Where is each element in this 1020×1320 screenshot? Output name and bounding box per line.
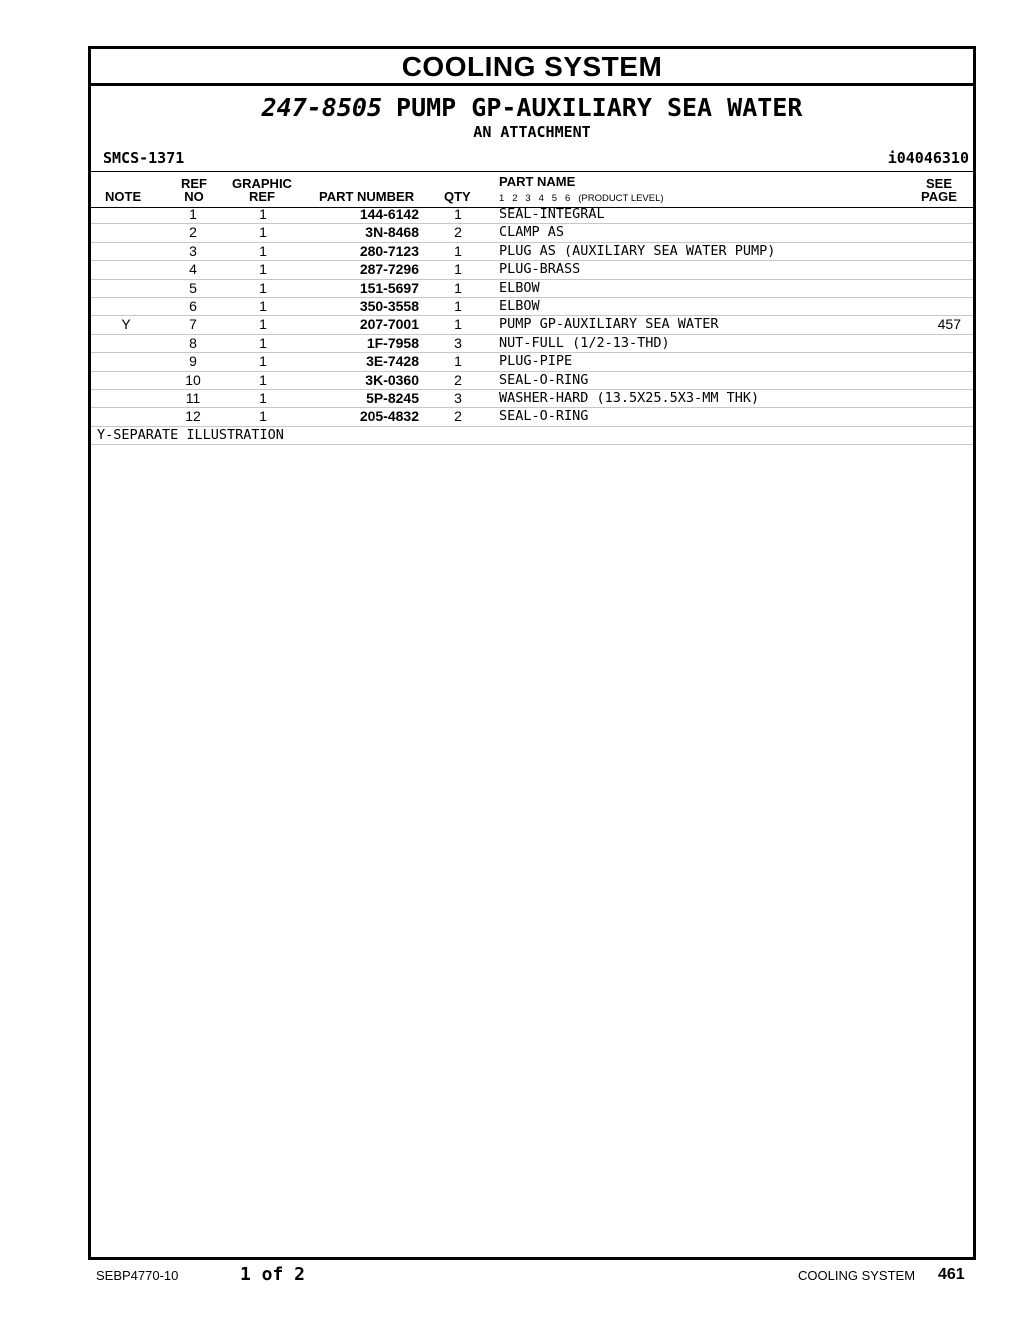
row-ref-no: 8 bbox=[189, 334, 197, 351]
row-part-name: SEAL-O-RING bbox=[499, 371, 589, 388]
row-ref-no: 12 bbox=[185, 408, 201, 425]
row-ref-no: 9 bbox=[189, 353, 197, 370]
row-graphic-ref: 1 bbox=[259, 279, 267, 296]
footer-doc-id: SEBP4770-10 bbox=[96, 1268, 179, 1283]
row-part-name: WASHER-HARD (13.5X25.5X3-MM THK) bbox=[499, 389, 760, 406]
row-graphic-ref: 1 bbox=[259, 408, 267, 425]
note-legend: Y-SEPARATE ILLUSTRATION bbox=[97, 426, 284, 443]
group-name: PUMP GP-AUXILIARY SEA WATER bbox=[396, 93, 803, 122]
row-see-page: 457 bbox=[937, 316, 961, 333]
row-part-name: PUMP GP-AUXILIARY SEA WATER bbox=[499, 316, 719, 333]
row-part-number: 287-7296 bbox=[359, 261, 419, 278]
row-part-name: CLAMP AS bbox=[499, 224, 565, 241]
row-qty: 2 bbox=[454, 224, 462, 241]
row-part-number: 151-5697 bbox=[359, 279, 419, 296]
row-qty: 1 bbox=[454, 242, 462, 259]
table-row bbox=[91, 335, 973, 353]
row-qty: 2 bbox=[454, 371, 462, 388]
row-part-name: PLUG AS (AUXILIARY SEA WATER PUMP) bbox=[499, 242, 776, 259]
row-qty: 1 bbox=[454, 206, 462, 222]
group-part-number: 247-8505 bbox=[261, 93, 383, 122]
row-qty: 1 bbox=[454, 279, 462, 296]
row-part-number: 3N-8468 bbox=[365, 224, 419, 241]
row-graphic-ref: 1 bbox=[259, 242, 267, 259]
table-row bbox=[91, 298, 973, 316]
row-qty: 3 bbox=[454, 389, 462, 406]
section-title: COOLING SYSTEM bbox=[91, 49, 973, 86]
row-part-name: ELBOW bbox=[499, 297, 540, 314]
row-graphic-ref: 1 bbox=[259, 334, 267, 351]
header-note: NOTE bbox=[105, 189, 142, 204]
header-product-level: 1 2 3 4 5 6 (PRODUCT LEVEL) bbox=[499, 193, 664, 204]
row-ref-no: 2 bbox=[189, 224, 197, 241]
row-graphic-ref: 1 bbox=[259, 261, 267, 278]
row-graphic-ref: 1 bbox=[259, 353, 267, 370]
row-qty: 1 bbox=[454, 261, 462, 278]
table-row bbox=[91, 280, 973, 298]
row-ref-no: 4 bbox=[189, 261, 197, 278]
footer-page-of: 1 of 2 bbox=[240, 1264, 306, 1285]
row-part-name: NUT-FULL (1/2-13-THD) bbox=[499, 334, 670, 351]
table-row bbox=[91, 206, 973, 224]
row-qty: 1 bbox=[454, 297, 462, 314]
parts-list bbox=[91, 206, 973, 445]
row-qty: 3 bbox=[454, 334, 462, 351]
header-see-bottom: PAGE bbox=[921, 189, 957, 204]
row-part-name: SEAL-O-RING bbox=[499, 408, 589, 425]
row-qty: 1 bbox=[454, 316, 462, 333]
header-graphic-top: GRAPHIC bbox=[232, 176, 292, 191]
row-ref-no: 11 bbox=[185, 389, 201, 406]
table-header bbox=[91, 171, 973, 208]
smcs-code: SMCS-1371 bbox=[103, 149, 185, 167]
group-subtitle: AN ATTACHMENT bbox=[473, 123, 591, 141]
header-qty: QTY bbox=[444, 189, 471, 204]
row-ref-no: 7 bbox=[189, 316, 197, 333]
row-part-number: 1F-7958 bbox=[366, 334, 419, 351]
header-see-top: SEE bbox=[925, 176, 952, 191]
row-qty: 1 bbox=[454, 353, 462, 370]
row-ref-no: 6 bbox=[189, 297, 197, 314]
note-legend-row bbox=[91, 427, 973, 445]
row-graphic-ref: 1 bbox=[259, 297, 267, 314]
table-row bbox=[91, 390, 973, 408]
header-part-name: PART NAME bbox=[499, 174, 576, 189]
table-row bbox=[91, 316, 973, 334]
header-ref-bottom: NO bbox=[184, 189, 204, 204]
table-row bbox=[91, 372, 973, 390]
row-part-number: 3K-0360 bbox=[365, 371, 419, 388]
row-part-number: 3E-7428 bbox=[366, 353, 419, 370]
row-qty: 2 bbox=[454, 408, 462, 425]
row-graphic-ref: 1 bbox=[259, 206, 267, 222]
row-part-number: 280-7123 bbox=[359, 242, 419, 259]
table-row bbox=[91, 261, 973, 279]
header-ref-top: REF bbox=[181, 176, 207, 191]
row-graphic-ref: 1 bbox=[259, 224, 267, 241]
table-row bbox=[91, 353, 973, 371]
group-title bbox=[91, 93, 973, 123]
footer-page-number: 461 bbox=[938, 1266, 965, 1283]
row-part-name: ELBOW bbox=[499, 279, 540, 296]
table-row bbox=[91, 243, 973, 261]
row-graphic-ref: 1 bbox=[259, 316, 267, 333]
row-part-name: PLUG-BRASS bbox=[499, 261, 581, 278]
footer-section: COOLING SYSTEM bbox=[798, 1268, 916, 1283]
row-ref-no: 1 bbox=[189, 206, 197, 222]
row-graphic-ref: 1 bbox=[259, 389, 267, 406]
row-part-name: SEAL-INTEGRAL bbox=[499, 206, 605, 222]
table-row bbox=[91, 408, 973, 426]
row-part-name: PLUG-PIPE bbox=[499, 353, 573, 370]
row-part-number: 350-3558 bbox=[359, 297, 419, 314]
header-part-number: PART NUMBER bbox=[319, 189, 415, 204]
row-part-number: 207-7001 bbox=[359, 316, 419, 333]
illustration-id: i04046310 bbox=[887, 149, 969, 167]
row-part-number: 144-6142 bbox=[359, 206, 419, 222]
row-ref-no: 5 bbox=[189, 279, 197, 296]
row-graphic-ref: 1 bbox=[259, 371, 267, 388]
row-note: Y bbox=[121, 316, 131, 333]
row-ref-no: 3 bbox=[189, 242, 197, 259]
header-graphic-bottom: REF bbox=[249, 189, 275, 204]
row-part-number: 205-4832 bbox=[359, 408, 419, 425]
row-part-number: 5P-8245 bbox=[366, 389, 419, 406]
row-ref-no: 10 bbox=[185, 371, 201, 388]
parts-page-frame bbox=[88, 46, 976, 1260]
table-row bbox=[91, 224, 973, 242]
